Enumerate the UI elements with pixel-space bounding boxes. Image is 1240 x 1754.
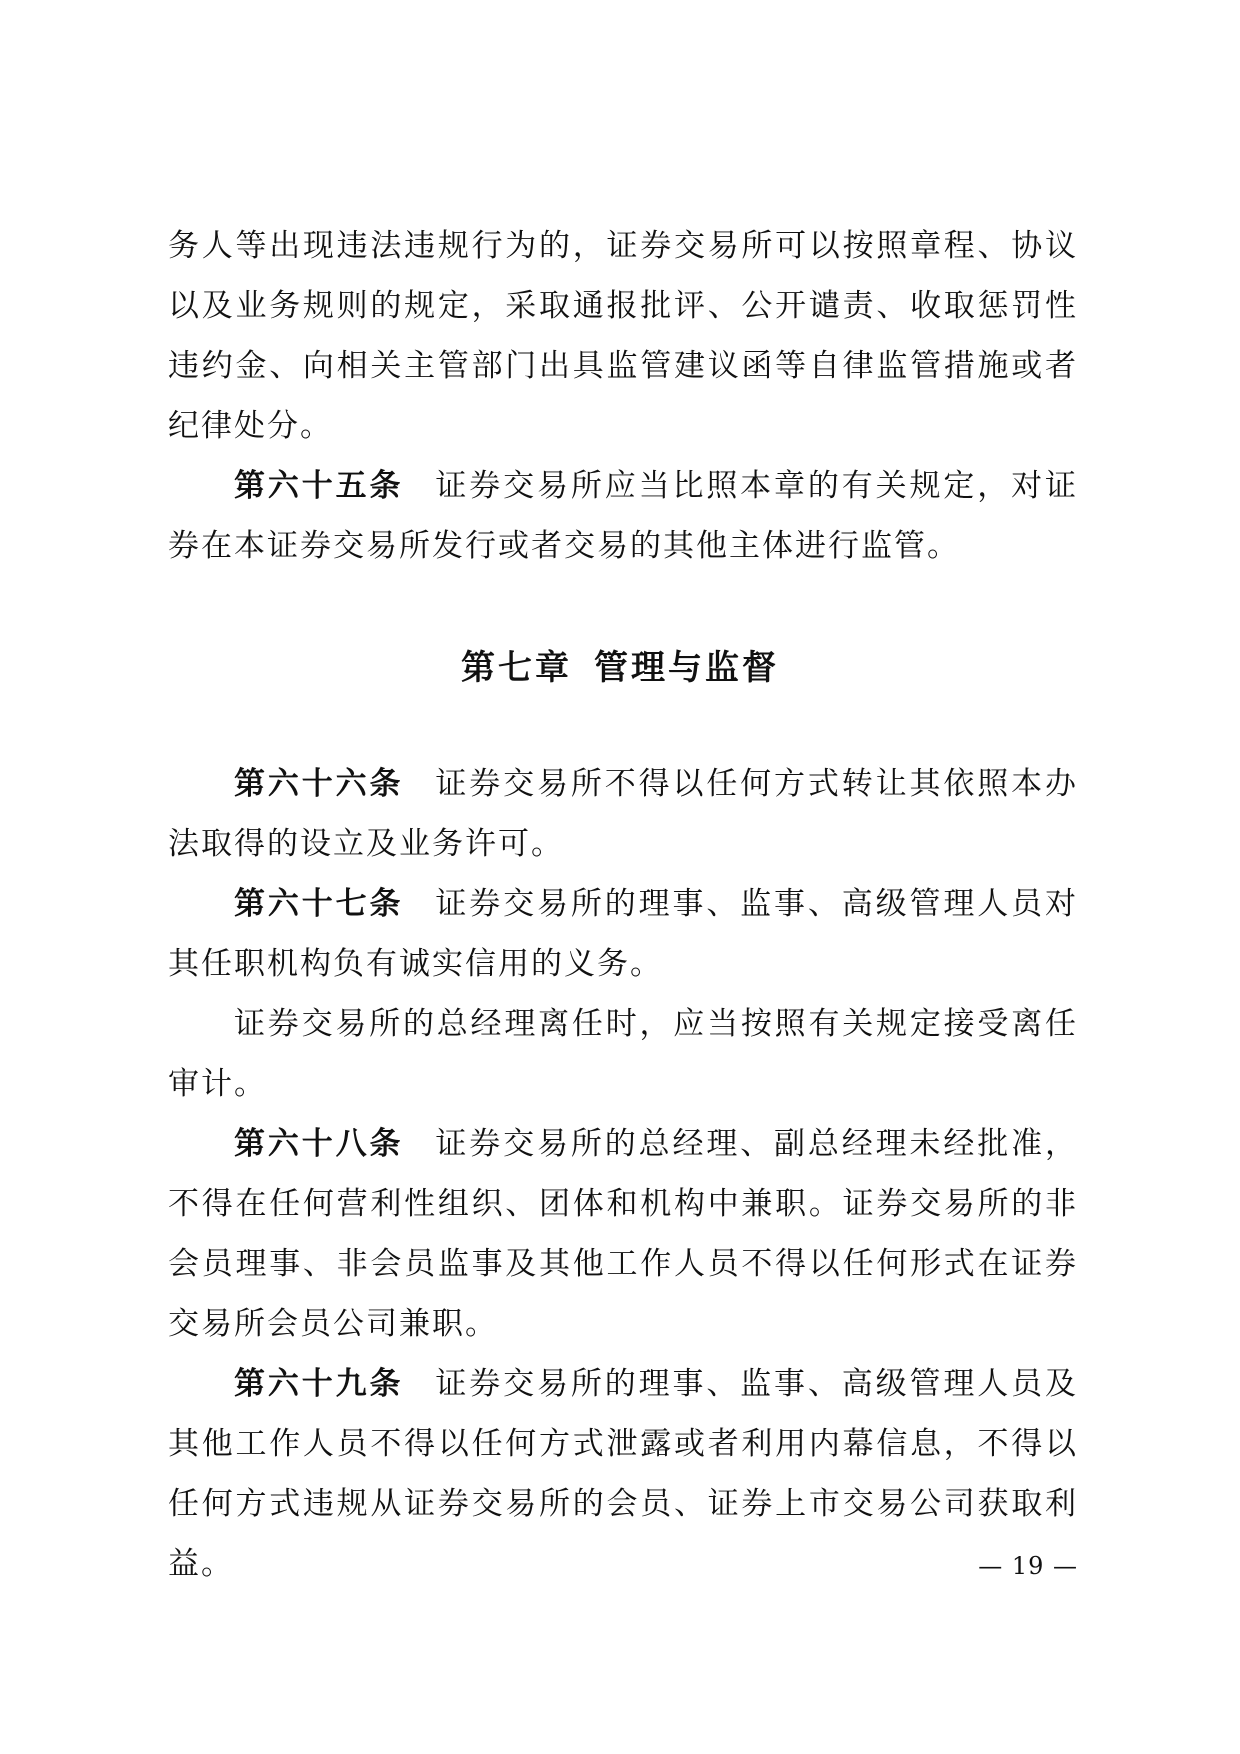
chapter-number: 第七章 — [461, 648, 572, 688]
article-68 — [168, 1114, 1078, 1354]
article-number: 第六十六条 — [234, 766, 404, 802]
article-number: 第六十九条 — [234, 1366, 404, 1402]
article-number: 第六十八条 — [234, 1126, 404, 1162]
article-text: 证券交易所不得以任何方式转让其依照本办法取得的设立及业务许可。 — [168, 766, 1079, 862]
article-67 — [168, 874, 1078, 994]
paragraph-audit — [168, 994, 1078, 1114]
page-number: — 19 — — [978, 1552, 1078, 1580]
article-text: 证券交易所的总经理、副总经理未经批准，不得在任何营利性组织、团体和机构中兼职。证券交易所的非会员理事、非会员监事及其他工作人员不得以任何形式在证券交易所会员公司兼职。 — [168, 1126, 1079, 1342]
paragraph-text: 务人等出现违法违规行为的，证券交易所可以按照章程、协议以及业务规则的规定，采取通报批评、公开谴责、收取惩罚性违约金、向相关主管部门出具监管建议函等自律监管措施或者纪律处分。 — [168, 228, 1078, 444]
article-text: 证券交易所的理事、监事、高级管理人员及其他工作人员不得以任何方式泄露或者利用内幕信息，不得以任何方式违规从证券交易所的会员、证券上市交易公司获取利益。 — [168, 1366, 1079, 1582]
article-66 — [168, 754, 1078, 874]
article-number: 第六十七条 — [234, 886, 404, 922]
chapter-heading — [0, 640, 1240, 689]
article-text: 证券交易所应当比照本章的有关规定，对证券在本证券交易所发行或者交易的其他主体进行监管。 — [168, 468, 1079, 564]
paragraph-text: 证券交易所的总经理离任时，应当按照有关规定接受离任审计。 — [168, 1006, 1078, 1102]
article-number: 第六十五条 — [234, 468, 404, 504]
paragraph-continued — [168, 216, 1078, 456]
article-65 — [168, 456, 1078, 576]
article-text: 证券交易所的理事、监事、高级管理人员对其任职机构负有诚实信用的义务。 — [168, 886, 1079, 982]
chapter-title: 管理与监督 — [594, 648, 779, 688]
article-69 — [168, 1354, 1078, 1594]
